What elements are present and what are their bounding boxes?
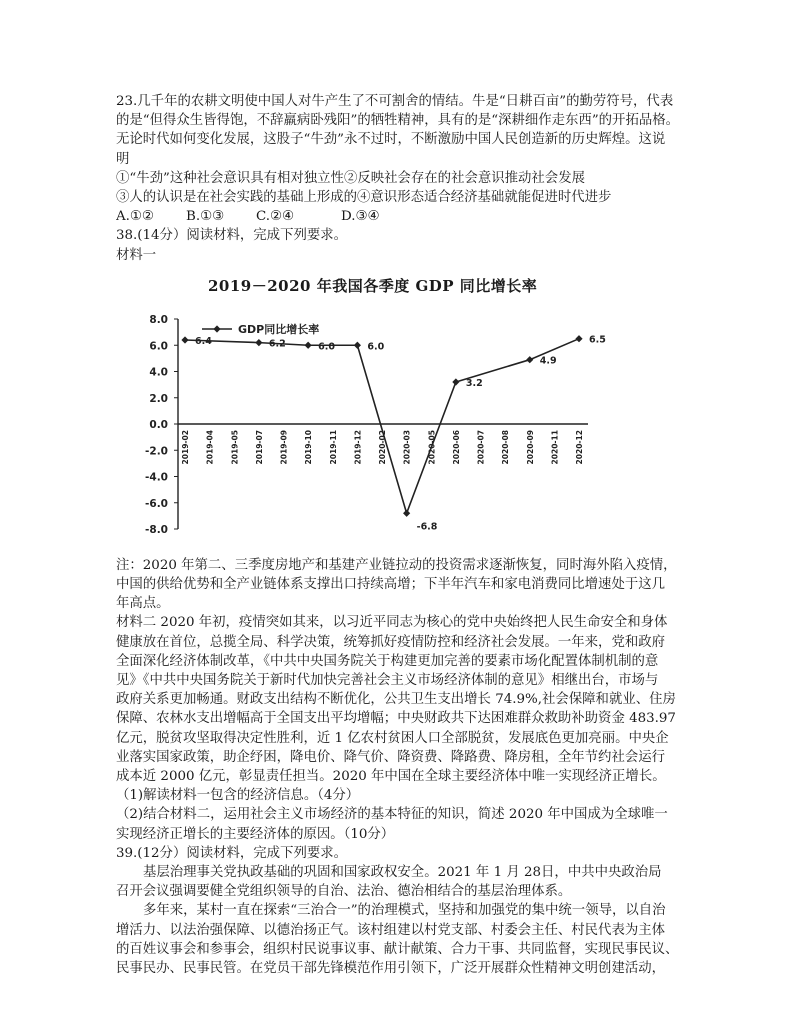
q23-stem-line: 无论时代如何变化发展，这股子“牛劲”永不过时，不断激励中国人民创造新的历史辉煌。这说 (116, 132, 666, 148)
data-label: 4.9 (539, 355, 557, 367)
q23-stem-line: 的是“但得众生皆得饱，不辞羸病卧残阳”的牺牲精神，具有的是“深耕细作走东西”的开拓品格。 (116, 113, 680, 129)
material-2-line: 业落实国家政策，助企纾困，降电价、降气价、降资费、降路费、降房租，全年节约社会运行 (116, 749, 666, 765)
y-tick-label: 2.0 (149, 392, 168, 405)
x-tick-label: 2020-12 (575, 429, 584, 465)
q38-note-line: 年高点。 (116, 596, 170, 612)
q39-para2-line: 多年来，某村一直在探索“三治合一”的治理模式，坚持和加强党的集中统一领导，以自治 (143, 903, 666, 919)
gdp-chart (116, 267, 696, 550)
q38-header: 38.(14分）阅读材料，完成下列要求。 (116, 228, 348, 244)
x-tick-label: 2019-11 (328, 429, 338, 465)
x-tick-label: 2020-07 (476, 429, 486, 465)
x-tick-label: 2019-09 (279, 429, 289, 465)
gdp-line-chart (116, 267, 696, 550)
material-1-label: 材料一 (116, 247, 157, 263)
question-39 (116, 844, 696, 978)
y-tick-label: -2.0 (145, 445, 168, 458)
data-point-marker (526, 356, 533, 363)
option-c: C.②④ (256, 209, 295, 225)
data-point-marker (452, 378, 459, 385)
data-point-marker (575, 335, 582, 342)
data-point-marker (354, 341, 361, 348)
y-tick-label: -8.0 (145, 523, 168, 536)
q38-note-line: 中国的供给优势和全产业链体系支撑出口持续高增；下半年汽车和家电消费同比增速处于这几 (116, 577, 666, 593)
data-point-marker (403, 509, 410, 516)
data-label: 6.5 (589, 334, 606, 346)
legend-label: GDP同比增长率 (238, 322, 320, 336)
x-tick-label: 2020-05 (427, 429, 437, 465)
chart-title: 2019－2020 年我国各季度 GDP 同比增长率 (208, 276, 538, 295)
data-label: -6.8 (416, 521, 438, 533)
y-tick-label: 6.0 (149, 340, 168, 353)
q39-para1-line: 召开会议强调要健全党组织领导的自治、法治、德治相结合的基层治理体系。 (116, 884, 572, 900)
q23-statement: ③人的认识是在社会实践的基础上形成的④意识形态适合经济基础就能促进时代进步 (116, 190, 612, 206)
material-2-line: 健康放在首位，总揽全局、科学决策，统筹抓好疫情防控和经济社会发展。一年来，党和政府 (116, 634, 666, 650)
question-38 (116, 226, 696, 843)
material-2-line: 见》《中共中央国务院关于新时代加快完善社会主义市场经济体制的意见》相继出台，市场与 (116, 673, 659, 689)
x-tick-label: 2020-02 (378, 429, 387, 465)
q38-task-2: （2)结合材料二，运用社会主义市场经济的基本特征的知识，简述 2020 年中国成为全球唯一 (116, 807, 668, 823)
q38-task-2-cont: 实现经济正增长的主要经济体的原因。（10分） (116, 826, 395, 842)
q23-statement: ①“牛劲”这种社会意识具有相对独立性②反映社会存在的社会意识推动社会发展 (116, 170, 585, 186)
exam-page (116, 92, 696, 978)
x-tick-label: 2019-07 (254, 429, 264, 465)
q39-para2-line: 民事民办、民事民管。在党员干部先锋模范作用引领下，广泛开展群众性精神文明创建活动， (116, 961, 666, 977)
material-2-line: 材料二 2020 年初，疫情突如其来，以习近平同志为核心的党中央始终把人民生命安全和身体 (116, 615, 668, 631)
x-tick-label: 2019-04 (205, 429, 215, 465)
x-tick-label: 2019-12 (353, 429, 363, 465)
data-point-marker (255, 339, 262, 346)
data-label: 6.2 (268, 338, 286, 350)
q23-stem-line: 23.几千年的农耕文明使中国人对牛产生了不可割舍的情结。牛是“日耕百亩”的勤劳符号，代表 (116, 94, 674, 109)
y-tick-label: 4.0 (149, 366, 168, 379)
material-2-line: 保障、农林水支出增幅高于全国支出平均增幅；中央财政共下达困难群众救助补助资金 483.97 (116, 711, 676, 727)
y-tick-label: -4.0 (145, 471, 168, 484)
data-label: 6.0 (318, 341, 335, 353)
q38-note-line: 注：2020 年第二、三季度房地产和基建产业链拉动的投资需求逐渐恢复，同时海外陷入疫情， (116, 557, 677, 573)
x-tick-label: 2019-05 (230, 429, 240, 465)
data-point-marker (181, 336, 188, 343)
y-tick-label: 0.0 (149, 418, 168, 431)
x-tick-label: 2019-02 (181, 429, 190, 465)
gdp-series-line (185, 339, 579, 514)
x-tick-label: 2020-06 (451, 429, 461, 465)
q39-para1-line: 基层治理事关党执政基础的巩固和国家政权安全。2021 年 1 月 28日，中共中央政治局 (143, 865, 662, 881)
q39-para2-line: 增活力、以法治强保障、以德治扬正气。该村组建以村党支部、村委会主任、村民代表为主体 (116, 922, 666, 938)
material-2-line: 成本近 2000 亿元，彰显责任担当。2020 年中国在全球主要经济体中唯一实现经济正增长。 (116, 769, 666, 785)
question-23 (116, 92, 696, 226)
option-a: A.①② (116, 209, 154, 225)
data-point-marker (305, 341, 312, 348)
data-label: 6.4 (195, 335, 212, 347)
option-b: B.①③ (186, 209, 225, 225)
material-2-line: 政府关系更加畅通。财政支出结构不断优化，公共卫生支出增长 74.9%,社会保障和就业、住房 (116, 692, 676, 708)
material-2-line: 全面深化经济体制改革，《中共中央国务院关于构建更加完善的要素市场化配置体制机制的意 (116, 653, 659, 669)
q39-header: 39.(12分）阅读材料，完成下列要求。 (116, 845, 348, 861)
q38-task-1: （1)解读材料一包含的经济信息。（4分） (116, 788, 360, 804)
x-tick-label: 2020-08 (501, 429, 511, 465)
x-tick-label: 2019-10 (304, 429, 314, 465)
material-2-line: 亿元，脱贫攻坚取得决定性胜利，近 1 亿农村贫困人口全部脱贫，发展底色更加亮丽。中央企 (116, 730, 669, 746)
x-tick-label: 2020-11 (550, 429, 560, 465)
data-label: 3.2 (465, 377, 483, 389)
x-tick-label: 2020-09 (525, 429, 535, 465)
q39-para2-line: 的百姓议事会和参事会，组织村民说事议事、献计献策、合力干事、共同监督，实现民事民议、 (116, 941, 679, 957)
y-tick-label: -6.0 (145, 497, 168, 510)
data-label: 6.0 (367, 341, 385, 353)
q23-stem-line: 明 (116, 151, 130, 167)
option-d: D.③④ (341, 209, 380, 225)
legend-marker (213, 325, 220, 332)
x-tick-label: 2020-03 (402, 429, 412, 465)
q23-options (116, 207, 696, 226)
y-tick-label: 8.0 (149, 313, 168, 326)
